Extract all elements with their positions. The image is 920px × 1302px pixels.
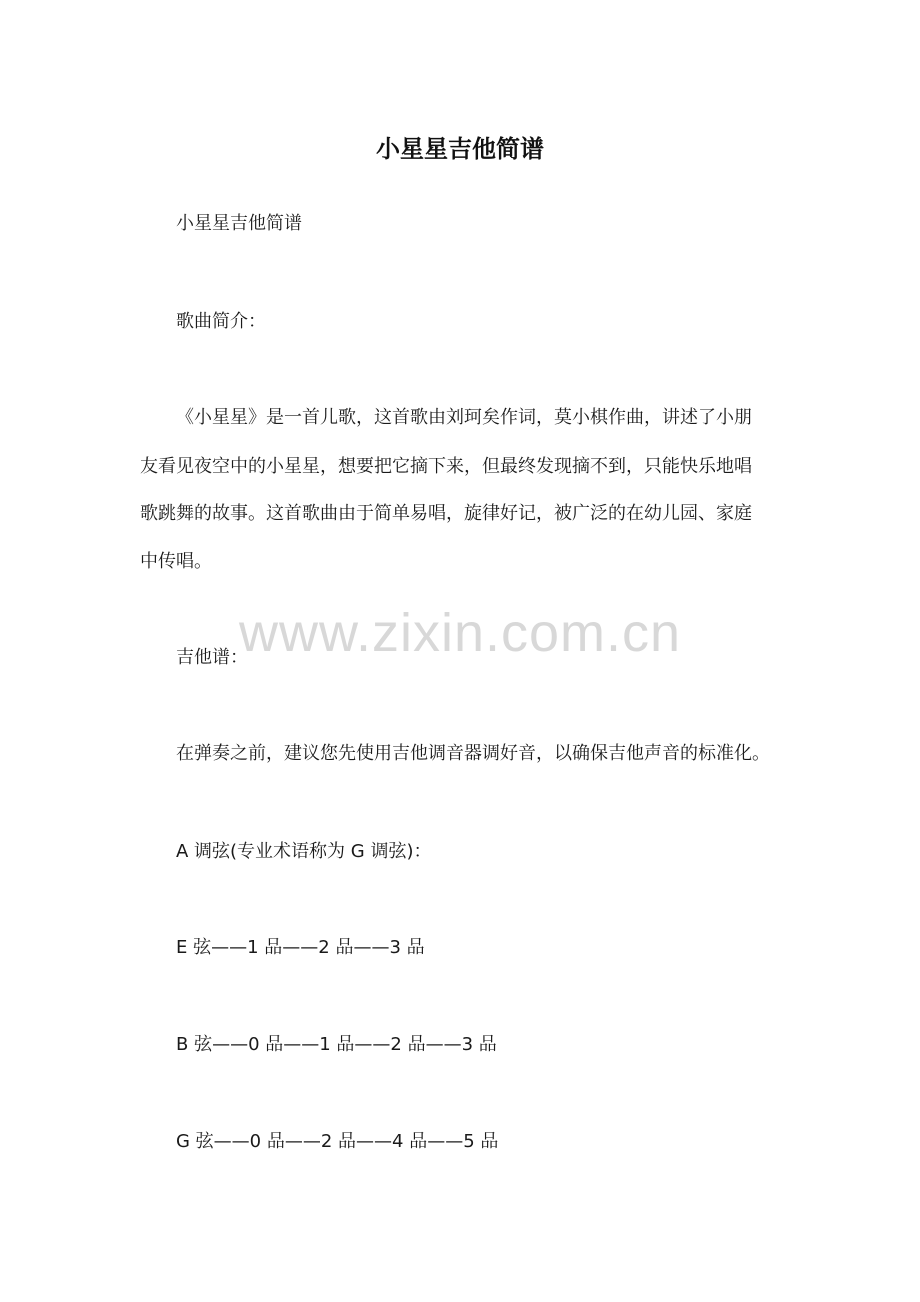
string-line-e: E 弦——1 品——2 品——3 品 <box>176 937 425 958</box>
tab-heading: 吉他谱： <box>176 647 248 668</box>
intro-line: 《小星星》是一首儿歌，这首歌由刘珂矣作词，莫小棋作曲，讲述了小朋 <box>176 407 752 428</box>
string-line-b: B 弦——0 品——1 品——2 品——3 品 <box>176 1034 497 1055</box>
document-title: 小星星吉他简谱 <box>376 135 544 163</box>
watermark-text: www.zixin.com.cn <box>238 603 682 663</box>
intro-line: 友看见夜空中的小星星，想要把它摘下来，但最终发现摘不到，只能快乐地唱 <box>140 456 752 477</box>
tuning-note-paragraph: 在弹奏之前，建议您先使用吉他调音器调好音，以确保吉他声音的标准化。 <box>176 743 770 764</box>
key-line-paragraph: A 调弦(专业术语称为 G 调弦)： <box>176 841 432 862</box>
intro-line: 歌跳舞的故事。这首歌曲由于简单易唱，旋律好记，被广泛的在幼儿园、家庭 <box>140 503 752 524</box>
string-line-g: G 弦——0 品——2 品——4 品——5 品 <box>176 1131 499 1152</box>
intro-heading: 歌曲简介： <box>176 311 266 332</box>
subtitle-paragraph: 小星星吉他简谱 <box>176 213 302 234</box>
intro-line: 中传唱。 <box>140 551 212 572</box>
